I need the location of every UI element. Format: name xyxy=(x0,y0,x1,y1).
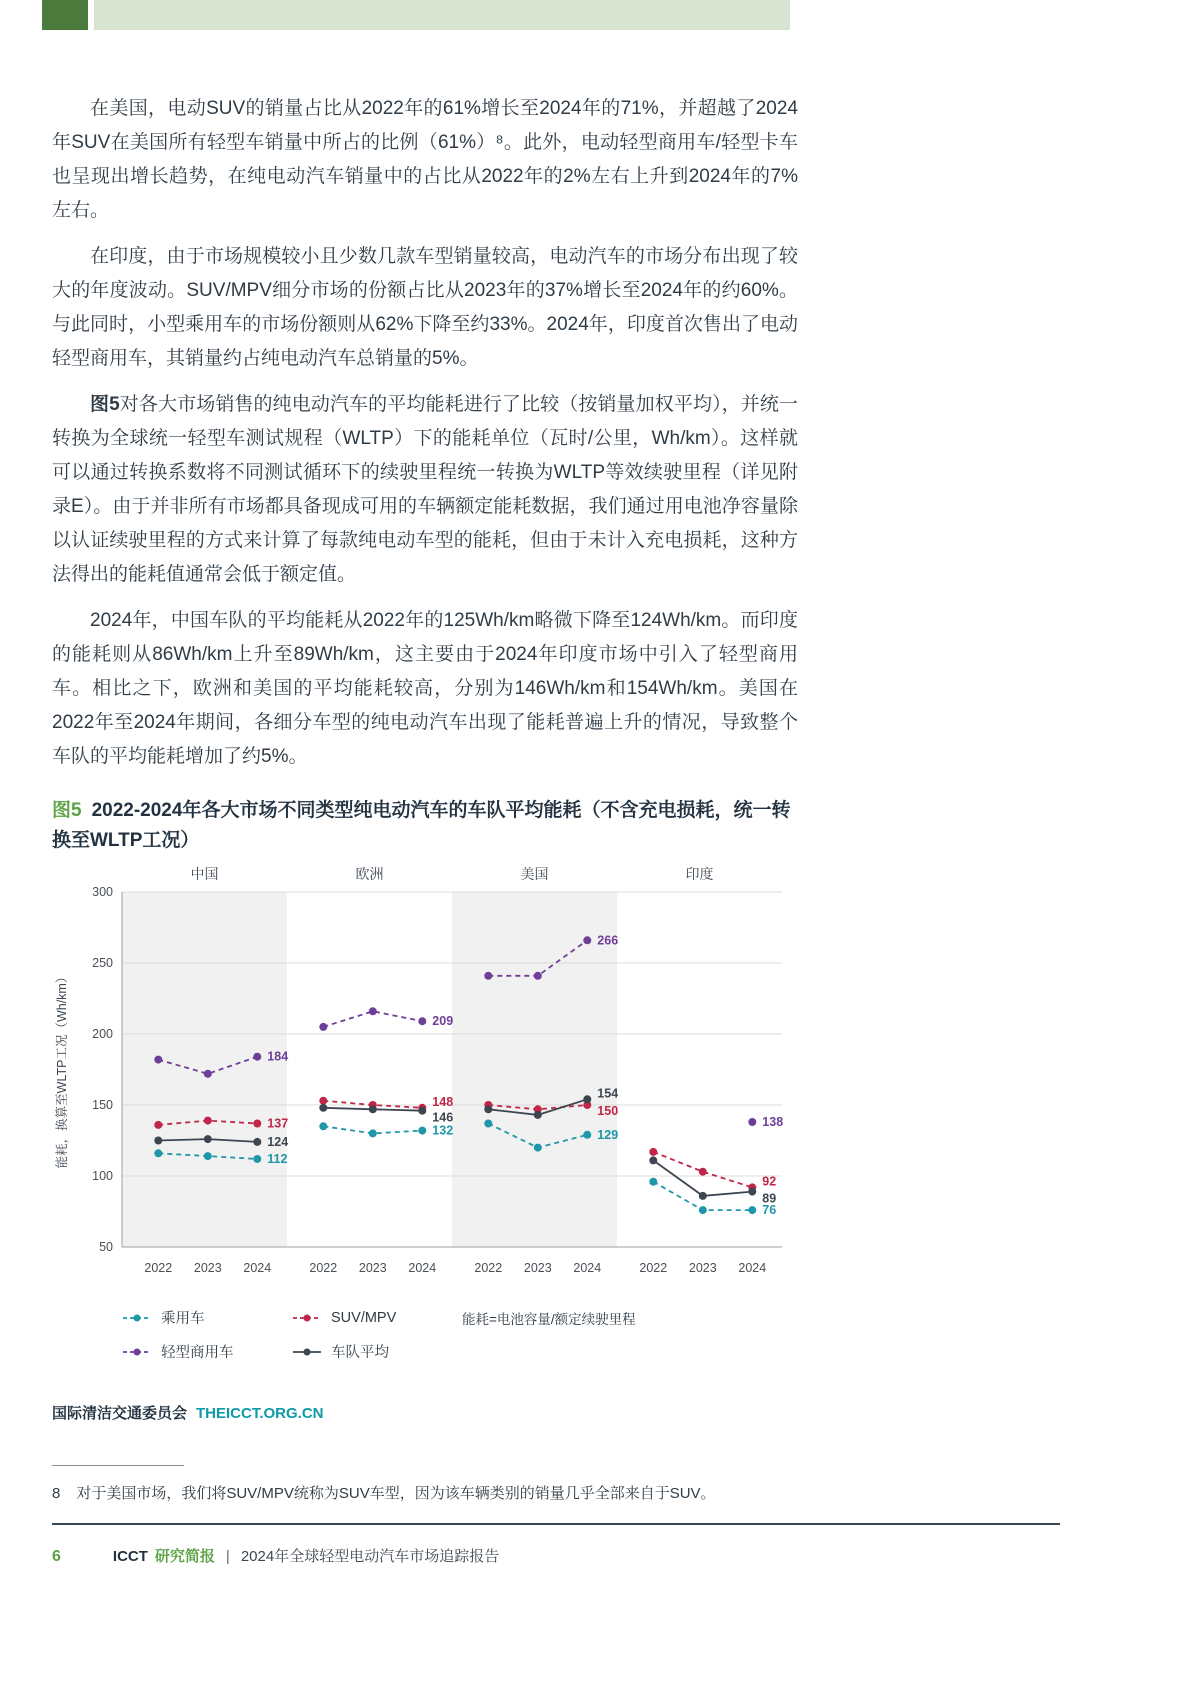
legend-label: 乘用车 xyxy=(161,1311,205,1327)
footnote xyxy=(52,1482,798,1503)
paragraph-us-market: 在美国，电动SUV的销量占比从2022年的61%增长至2024年的71%，并超越了2024年SUV在美国所有轻型车销量中所占的比例（61%）⁸。此外，电动轻型商用车/轻型卡车也呈现出增长趋势，在纯电动汽车销量中的占比从2022年的2%左右上升到2024年的7%左右。 xyxy=(52,98,798,221)
legend-item-轻型商用车 xyxy=(122,1341,292,1362)
paragraph-india-market: 在印度，由于市场规模较小且少数几款车型销量较高，电动汽车的市场分布出现了较大的年度波动。SUV/MPV细分市场的份额占比从2023年的37%增长至2024年的约60%。与此同时，小型乘用车的市场份额则从62%下降至约33%。2024年，印度首次售出了电动轻型商用车，其销量约占纯电动汽车总销量的5%。 xyxy=(52,246,798,369)
legend-marker-icon xyxy=(292,1347,322,1357)
footnote-number: 8 xyxy=(52,1485,61,1502)
page-number: 6 xyxy=(52,1548,61,1565)
svg-text:150: 150 xyxy=(92,1098,113,1112)
svg-text:184: 184 xyxy=(267,1049,289,1064)
svg-text:2024: 2024 xyxy=(408,1261,437,1275)
chart-svg xyxy=(52,864,797,1292)
svg-text:124: 124 xyxy=(267,1134,289,1149)
svg-text:2023: 2023 xyxy=(358,1261,387,1275)
legend-item-乘用车 xyxy=(122,1307,292,1328)
svg-text:137: 137 xyxy=(267,1116,289,1131)
org-line xyxy=(52,1402,798,1423)
svg-text:2022: 2022 xyxy=(474,1261,503,1275)
figure5-title: 2022-2024年各大市场不同类型纯电动汽车的车队平均能耗（不含充电损耗，统一转换至WLTP工况） xyxy=(52,800,791,851)
svg-text:2023: 2023 xyxy=(523,1261,552,1275)
legend-marker-icon xyxy=(292,1313,322,1323)
footnote-divider xyxy=(52,1465,184,1466)
svg-text:中国: 中国 xyxy=(190,866,219,882)
svg-text:2022: 2022 xyxy=(639,1261,668,1275)
legend-marker-icon xyxy=(122,1313,152,1323)
main-content xyxy=(52,92,798,1503)
svg-text:150: 150 xyxy=(597,1104,619,1118)
svg-text:欧洲: 欧洲 xyxy=(355,866,384,882)
org-name: 国际清洁交通委员会 xyxy=(52,1405,188,1422)
svg-text:250: 250 xyxy=(92,956,113,970)
paragraph-figure5-intro xyxy=(52,388,798,592)
header-accent-bar xyxy=(94,0,790,30)
svg-text:112: 112 xyxy=(267,1152,288,1166)
footer-brand: ICCT xyxy=(112,1548,148,1565)
header-accent-square xyxy=(42,0,88,30)
svg-text:2024: 2024 xyxy=(573,1261,602,1275)
svg-text:89: 89 xyxy=(762,1191,777,1206)
legend-item-车队平均 xyxy=(292,1341,462,1362)
figure5-reference: 图5 xyxy=(90,394,120,415)
footer-separator: | xyxy=(225,1548,230,1565)
footnote-text: 对于美国市场，我们将SUV/MPV统称为SUV车型，因为该车辆类别的销量几乎全部来自于SUV。 xyxy=(76,1485,716,1502)
page-footer xyxy=(52,1523,1060,1566)
svg-text:印度: 印度 xyxy=(685,866,714,882)
legend-label: 轻型商用车 xyxy=(161,1345,234,1361)
legend-item-SUV/MPV xyxy=(292,1310,462,1326)
svg-text:100: 100 xyxy=(92,1169,113,1183)
svg-text:209: 209 xyxy=(432,1014,454,1029)
svg-text:2023: 2023 xyxy=(193,1261,222,1275)
svg-text:132: 132 xyxy=(432,1123,454,1138)
legend-note: 能耗=电池容量/额定续驶里程 xyxy=(462,1311,636,1327)
paragraph-energy-comparison: 2024年，中国车队的平均能耗从2022年的125Wh/km略微下降至124Wh/km。而印度的能耗则从86Wh/km上升至89Wh/km，这主要由于2024年印度市场中引入了轻型商用车。相比之下，欧洲和美国的平均能耗较高，分别为146Wh/km和154Wh/km。美国在2022年至2024年期间，各细分车型的纯电动汽车出现了能耗普遍上升的情况，导致整个车队的平均能耗增加了约5%。 xyxy=(52,610,798,767)
svg-text:200: 200 xyxy=(92,1027,113,1041)
svg-text:50: 50 xyxy=(99,1240,113,1254)
svg-text:2022: 2022 xyxy=(144,1261,173,1275)
legend-label: 车队平均 xyxy=(331,1345,389,1361)
legend-label: SUV/MPV xyxy=(331,1309,397,1326)
svg-text:2024: 2024 xyxy=(243,1261,272,1275)
svg-text:76: 76 xyxy=(762,1203,777,1218)
svg-text:146: 146 xyxy=(432,1110,454,1125)
svg-text:138: 138 xyxy=(762,1115,784,1129)
svg-text:300: 300 xyxy=(92,885,113,899)
chart-legend xyxy=(122,1307,798,1362)
svg-text:2024: 2024 xyxy=(738,1261,767,1275)
svg-text:能耗，换算至WLTP工况（Wh/km）: 能耗，换算至WLTP工况（Wh/km） xyxy=(55,970,69,1169)
svg-text:148: 148 xyxy=(432,1094,454,1109)
figure5-caption xyxy=(52,796,798,856)
paragraph-figure5-intro-text: 对各大市场销售的纯电动汽车的平均能耗进行了比较（按销量加权平均），并统一转换为全球统一轻型车测试规程（WLTP）下的能耗单位（瓦时/公里，Wh/km）。这样就可以通过转换系数将不同测试循环下的续驶里程统一转换为WLTP等效续驶里程（详见附录E）。由于并非所有市场都具备现成可用的车辆额定能耗数据，我们通过用电池净容量除以认证续驶里程的方式来计算了每款纯电动车型的能耗，但由于未计入充电损耗，这种方法得出的能耗值通常会低于额定值。 xyxy=(52,394,798,585)
svg-text:266: 266 xyxy=(597,933,619,948)
svg-text:2022: 2022 xyxy=(309,1261,338,1275)
org-website-link[interactable]: THEICCT.ORG.CN xyxy=(196,1405,324,1422)
svg-text:129: 129 xyxy=(597,1127,619,1142)
fleet-energy-chart xyxy=(52,864,798,1297)
legend-marker-icon xyxy=(122,1347,152,1357)
footnote-block xyxy=(52,1465,798,1503)
figure5-label: 图5 xyxy=(52,800,82,821)
footer-report-title: 2024年全球轻型电动汽车市场追踪报告 xyxy=(240,1548,500,1565)
svg-text:92: 92 xyxy=(762,1174,777,1189)
svg-text:154: 154 xyxy=(597,1086,619,1101)
svg-text:2023: 2023 xyxy=(688,1261,717,1275)
svg-text:美国: 美国 xyxy=(520,866,549,882)
footer-brand-type: 研究简报 xyxy=(154,1548,215,1565)
